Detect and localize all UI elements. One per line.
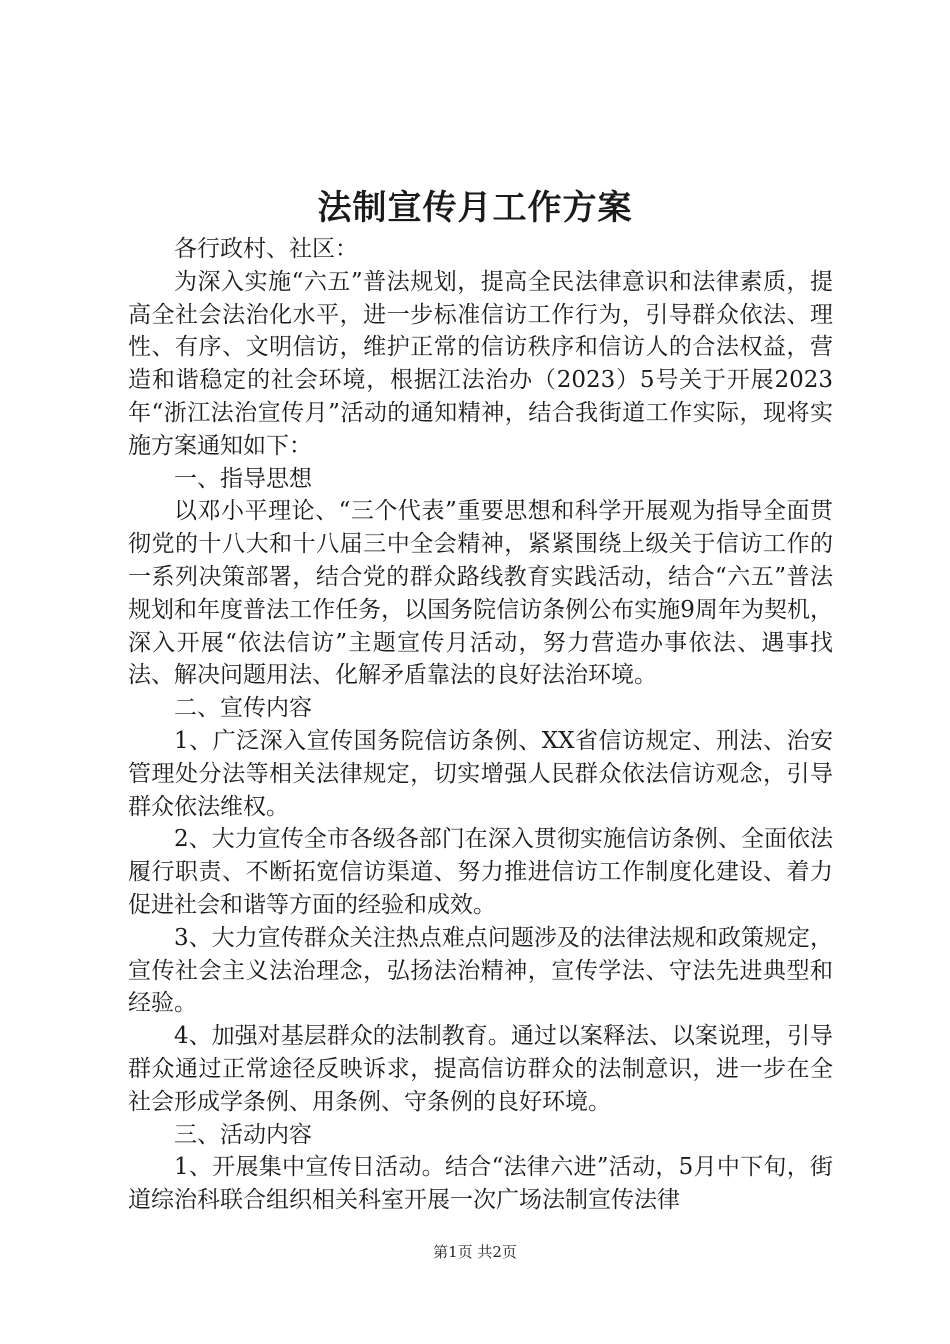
guiding-thought-paragraph: 以邓小平理论、“三个代表”重要思想和科学开展观为指导全面贯彻党的十八大和十八届三中全会精神，紧紧围绕上级关于信访工作的一系列决策部署，结合党的群众路线教育实践活动，结合“六五”普法规划和年度普法工作任务，以国务院信访条例公布实施9周年为契机，深入开展“依法信访”主题宣传月活动，努力营造办事依法、遇事找法、解决问题用法、化解矛盾靠法的良好法治环境。 bbox=[128, 498, 833, 689]
intro-paragraph: 为深入实施“六五”普法规划，提高全民法律意识和法律素质，提高全社会法治化水平，进一步标准信访工作行为，引导群众依法、理性、有序、文明信访，维护正常的信访秩序和信访人的合法权益，营造和谐稳定的社会环境，根据江法治办（2023）5号关于开展2023年“浙江法治宣传月”活动的通知精神，结合我街道工作实际，现将实施方案通知如下： bbox=[128, 268, 833, 459]
salutation: 各行政村、社区： bbox=[174, 236, 358, 262]
document-body bbox=[128, 233, 833, 1217]
publicity-item-1: 1、广泛深入宣传国务院信访条例、XX省信访规定、刑法、治安管理处分法等相关法律规定，切实增强人民群众依法信访观念，引导群众依法维权。 bbox=[128, 727, 833, 820]
publicity-item-2: 2、大力宣传全市各级各部门在深入贯彻实施信访条例、全面依法履行职责、不断拓宽信访渠道、努力推进信访工作制度化建设、着力促进社会和谐等方面的经验和成效。 bbox=[128, 826, 833, 918]
publicity-item-3: 3、大力宣传群众关注热点难点问题涉及的法律法规和政策规定，宣传社会主义法治理念，弘扬法治精神，宣传学法、守法先进典型和经验。 bbox=[128, 924, 833, 1017]
activity-item-1: 1、开展集中宣传日活动。结合“法律六进”活动，5月中下旬，街道综治科联合组织相关科室开展一次广场法制宣传法律 bbox=[128, 1154, 833, 1214]
document-title: 法制宣传月工作方案 bbox=[317, 188, 633, 228]
page-number-footer: 第1页 共2页 bbox=[433, 1243, 517, 1261]
publicity-item-4: 4、加强对基层群众的法制教育。通过以案释法、以案说理，引导群众通过正常途径反映诉求，提高信访群众的法制意识，进一步在全社会形成学条例、用条例、守条例的良好环境。 bbox=[128, 1023, 833, 1115]
section-heading-publicity-content: 二、宣传内容 bbox=[174, 695, 312, 722]
section-heading-guiding-thought: 一、指导思想 bbox=[174, 465, 312, 492]
section-heading-activity-content: 三、活动内容 bbox=[174, 1121, 312, 1148]
